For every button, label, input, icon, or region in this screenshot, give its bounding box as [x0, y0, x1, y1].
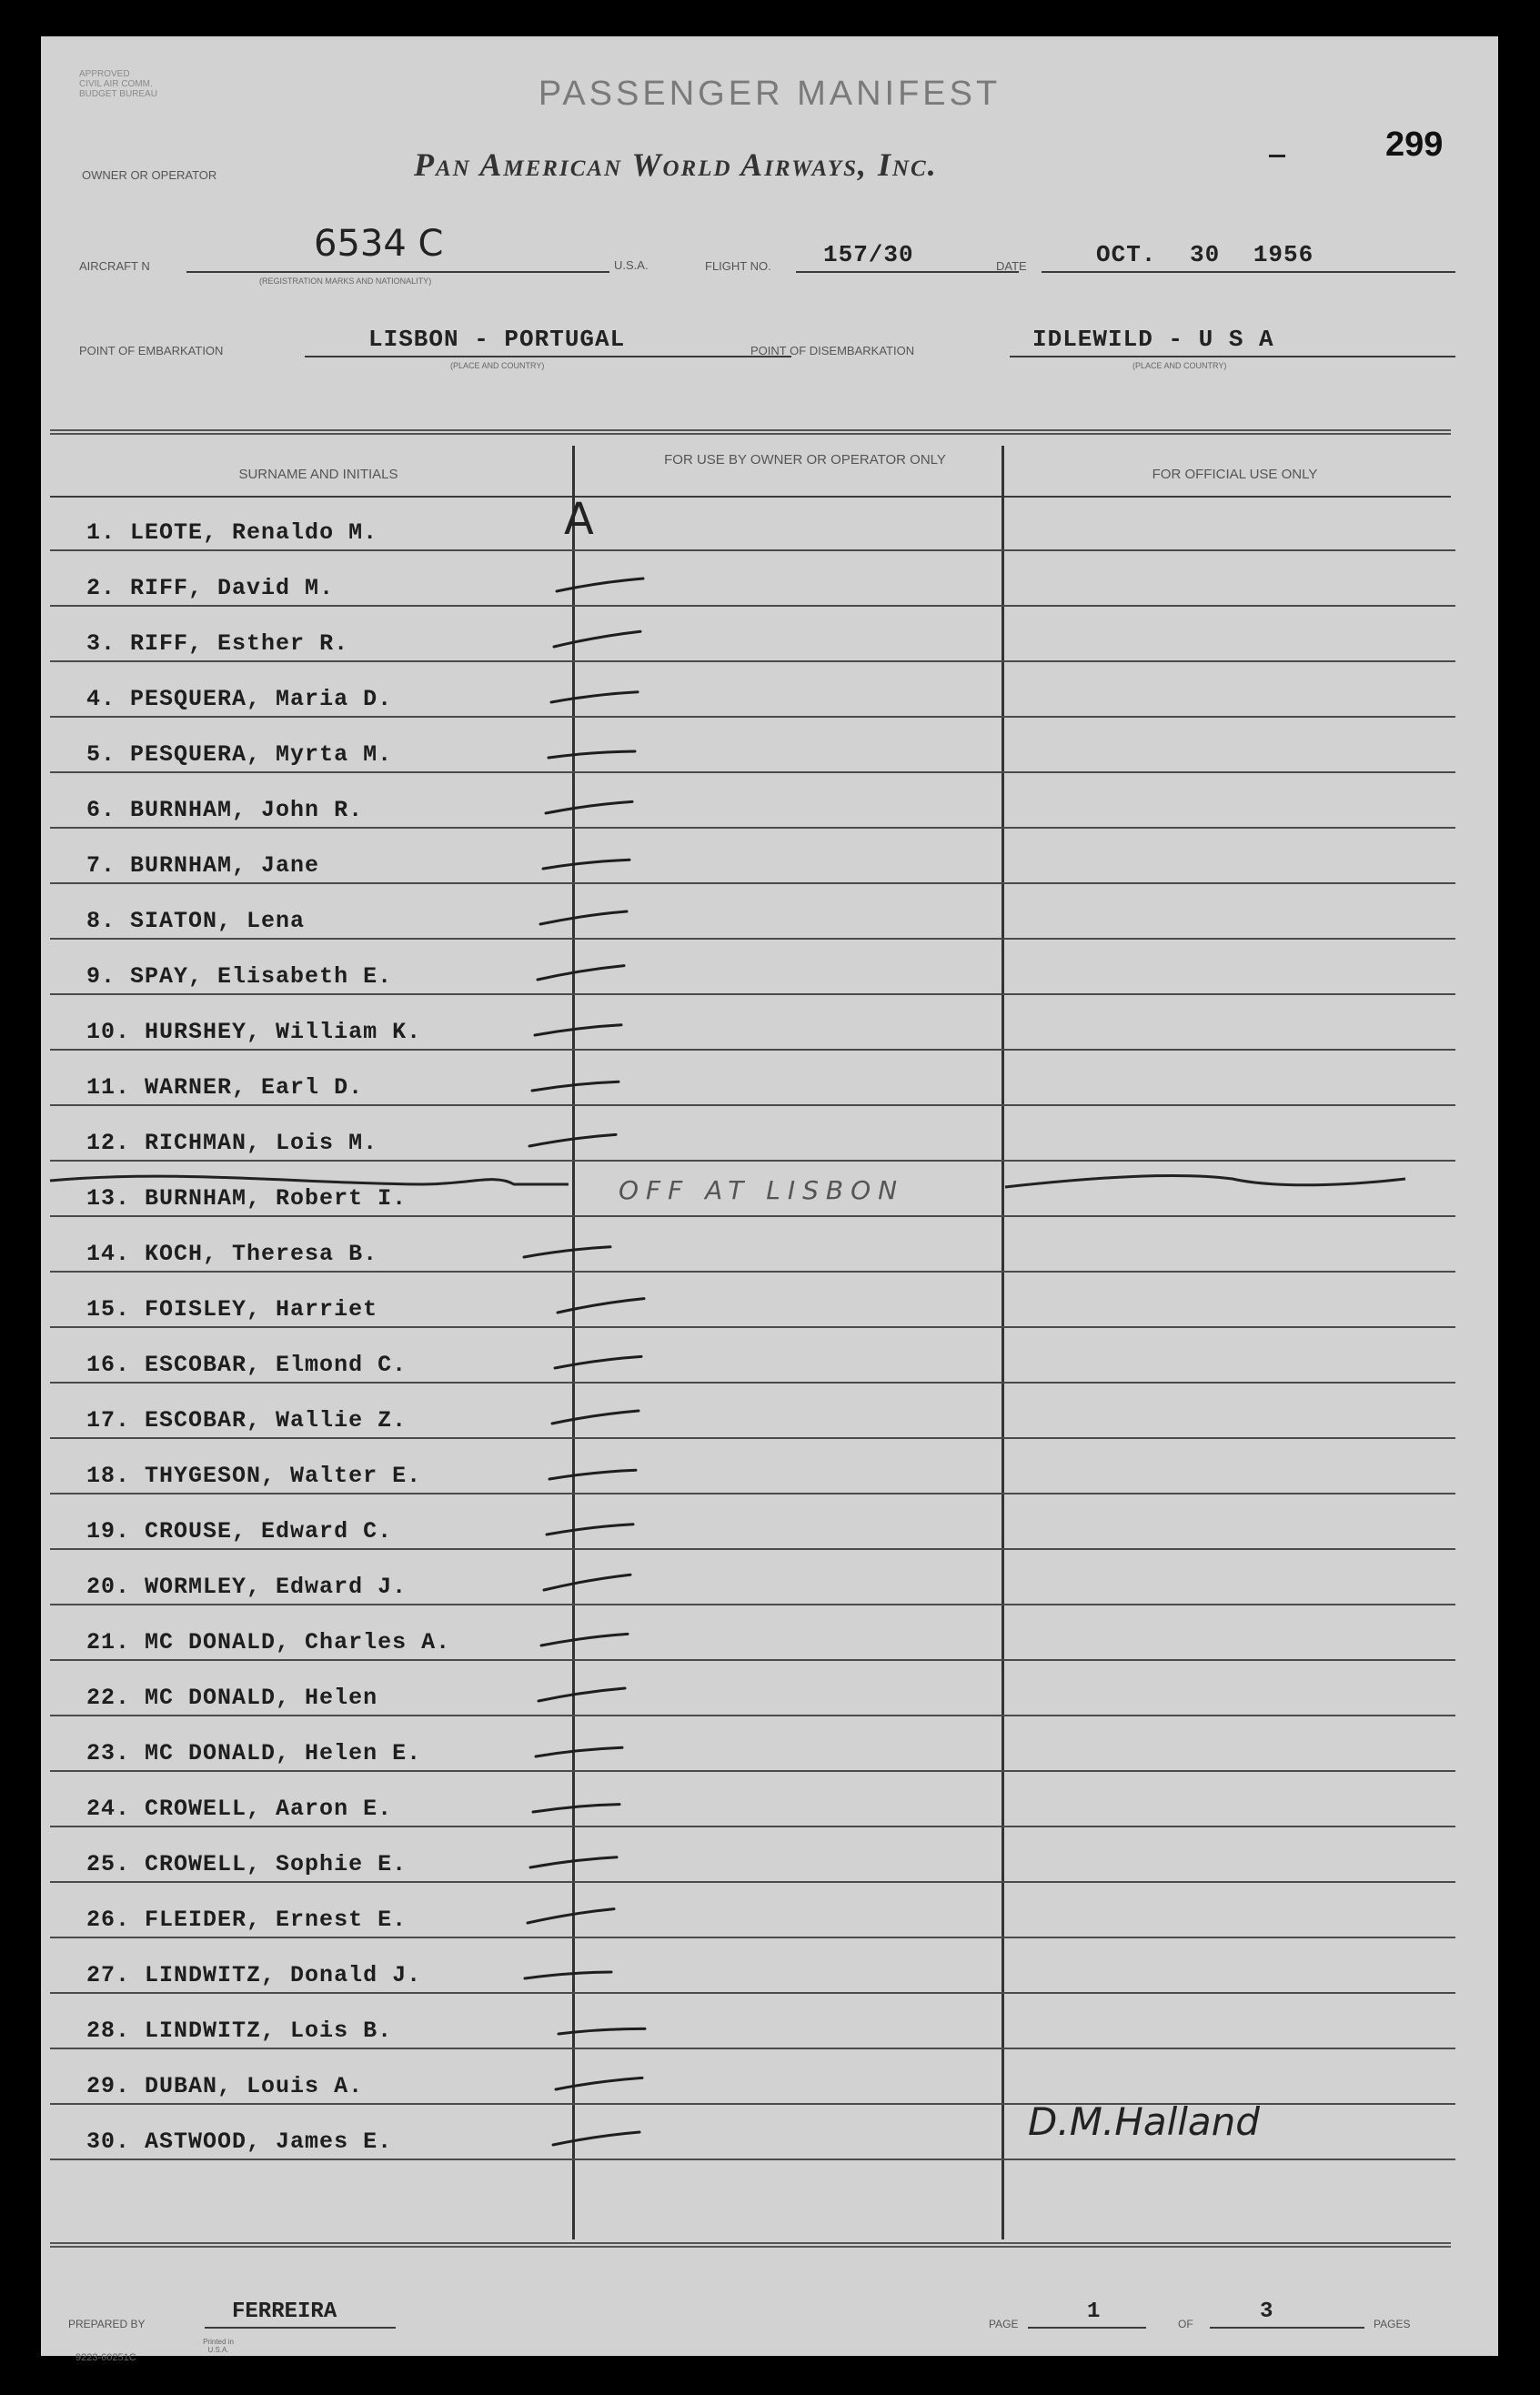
passenger-number: 30. [86, 2128, 131, 2155]
passenger-surname: MC DONALD, Helen E. [145, 1740, 422, 1766]
flight-value: 157/30 [823, 241, 914, 268]
passenger-number: 1. [86, 519, 116, 546]
passenger-number: 2. [86, 575, 116, 601]
disembark-label: POINT OF DISEMBARKATION [750, 344, 915, 357]
passenger-surname: ESCOBAR, Wallie Z. [145, 1407, 408, 1434]
passenger-number: 22. [86, 1685, 131, 1711]
passenger-number: 17. [86, 1407, 131, 1434]
prepared-label: PREPARED BY [68, 2318, 146, 2330]
passenger-surname: FOISLEY, Harriet [145, 1296, 378, 1323]
embark-value: LISBON - PORTUGAL [368, 326, 626, 353]
aircraft-label: AIRCRAFT N [79, 259, 150, 273]
table-bottom-rule [50, 2242, 1451, 2248]
passenger-number: 27. [86, 1962, 131, 1988]
prepared-underline [205, 2327, 396, 2329]
passenger-surname: HURSHEY, William K. [145, 1019, 422, 1045]
passenger-number: 3. [86, 630, 116, 657]
passenger-number: 23. [86, 1740, 131, 1766]
owner-name: Pan American World Airways, Inc. [414, 146, 938, 183]
usa-label: U.S.A. [614, 258, 649, 272]
manifest-page [41, 36, 1498, 2363]
passenger-number: 8. [86, 908, 116, 934]
passenger-number: 13. [86, 1185, 131, 1212]
page-number: 299 [1385, 126, 1444, 164]
passenger-surname: MC DONALD, Helen [145, 1685, 378, 1711]
printed-note: Printed in U.S.A. [203, 2338, 234, 2354]
of-underline [1210, 2327, 1364, 2329]
passenger-number: 28. [86, 2018, 131, 2044]
passenger-surname: LINDWITZ, Donald J. [145, 1962, 422, 1988]
date-label: DATE [996, 259, 1027, 273]
passenger-surname: LEOTE, Renaldo M. [130, 519, 378, 546]
passenger-surname: LINDWITZ, Lois B. [145, 2018, 393, 2044]
col-header-surname: SURNAME AND INITIALS [238, 467, 398, 482]
passenger-number: 11. [86, 1074, 131, 1101]
passenger-number: 14. [86, 1241, 131, 1267]
official-signature: D.M.Halland [1028, 2099, 1260, 2144]
page-label: PAGE [989, 2318, 1019, 2330]
passenger-surname: SPAY, Elisabeth E. [130, 963, 393, 990]
passenger-surname: BURNHAM, John R. [130, 797, 364, 823]
page-underline [1028, 2327, 1146, 2329]
disembark-sublabel: (PLACE AND COUNTRY) [1132, 361, 1227, 370]
of-label: OF [1178, 2318, 1193, 2330]
passenger-number: 7. [86, 852, 116, 879]
approval-line-3: BUDGET BUREAU [79, 89, 157, 99]
passenger-number: 15. [86, 1296, 131, 1323]
passenger-surname: CROWELL, Aaron E. [145, 1796, 393, 1822]
aircraft-sublabel: (REGISTRATION MARKS AND NATIONALITY) [259, 277, 432, 286]
page-value: 1 [1087, 2299, 1101, 2324]
passenger-number: 29. [86, 2073, 131, 2099]
prepared-value: FERREIRA [232, 2299, 337, 2324]
passenger-number: 12. [86, 1130, 131, 1156]
approval-line-2: CIVIL AIR COMM. [79, 79, 153, 89]
passenger-number: 21. [86, 1629, 131, 1655]
approval-line-1: APPROVED [79, 69, 130, 79]
passenger-number: 18. [86, 1463, 131, 1489]
passenger-number: 5. [86, 741, 116, 768]
passenger-surname: RIFF, David M. [130, 575, 335, 601]
passenger-surname: BURNHAM, Robert I. [145, 1185, 408, 1212]
aircraft-value: 6534 C [314, 223, 444, 265]
strike-lines [41, 36, 1498, 2356]
flight-label: FLIGHT NO. [705, 259, 771, 273]
owner-label: OWNER OR OPERATOR [82, 168, 217, 182]
passenger-surname: CROWELL, Sophie E. [145, 1851, 408, 1877]
passenger-surname: THYGESON, Walter E. [145, 1463, 422, 1489]
passenger-surname: MC DONALD, Charles A. [145, 1629, 451, 1655]
passenger-surname: FLEIDER, Ernest E. [145, 1907, 408, 1933]
passenger-number: 4. [86, 686, 116, 712]
passenger-number: 19. [86, 1518, 131, 1545]
passenger-surname: PESQUERA, Myrta M. [130, 741, 393, 768]
passenger-surname: CROUSE, Edward C. [145, 1518, 393, 1545]
passenger-surname: ESCOBAR, Elmond C. [145, 1352, 408, 1378]
row13-note: OFF AT LISBON [619, 1175, 905, 1205]
disembark-value: IDLEWILD - U S A [1032, 326, 1274, 353]
passenger-number: 10. [86, 1019, 131, 1045]
passenger-surname: SIATON, Lena [130, 908, 306, 934]
pages-label: PAGES [1374, 2318, 1411, 2330]
passenger-surname: WORMLEY, Edward J. [145, 1574, 408, 1600]
embark-sublabel: (PLACE AND COUNTRY) [450, 361, 545, 370]
row1-mark: A [564, 494, 594, 545]
passenger-surname: DUBAN, Louis A. [145, 2073, 364, 2099]
passenger-surname: RICHMAN, Lois M. [145, 1130, 378, 1156]
passenger-number: 25. [86, 1851, 131, 1877]
passenger-surname: ASTWOOD, James E. [145, 2128, 393, 2155]
date-value: OCT. 30 1956 [1096, 241, 1314, 268]
passenger-surname: RIFF, Esther R. [130, 630, 349, 657]
passenger-number: 24. [86, 1796, 131, 1822]
passenger-surname: KOCH, Theresa B. [145, 1241, 378, 1267]
passenger-number: 16. [86, 1352, 131, 1378]
passenger-surname: BURNHAM, Jane [130, 852, 320, 879]
passenger-surname: PESQUERA, Maria D. [130, 686, 393, 712]
of-value: 3 [1260, 2299, 1273, 2324]
passenger-number: 9. [86, 963, 116, 990]
col-header-owner-use: FOR USE BY OWNER OR OPERATOR ONLY [664, 452, 946, 468]
col-header-official-use: FOR OFFICIAL USE ONLY [1152, 467, 1318, 482]
form-code: 9223-60251C [75, 2352, 136, 2363]
passenger-surname: WARNER, Earl D. [145, 1074, 364, 1101]
passenger-number: 20. [86, 1574, 131, 1600]
passenger-number: 26. [86, 1907, 131, 1933]
form-title: PASSENGER MANIFEST [538, 75, 1002, 113]
embark-label: POINT OF EMBARKATION [79, 344, 224, 357]
passenger-number: 6. [86, 797, 116, 823]
